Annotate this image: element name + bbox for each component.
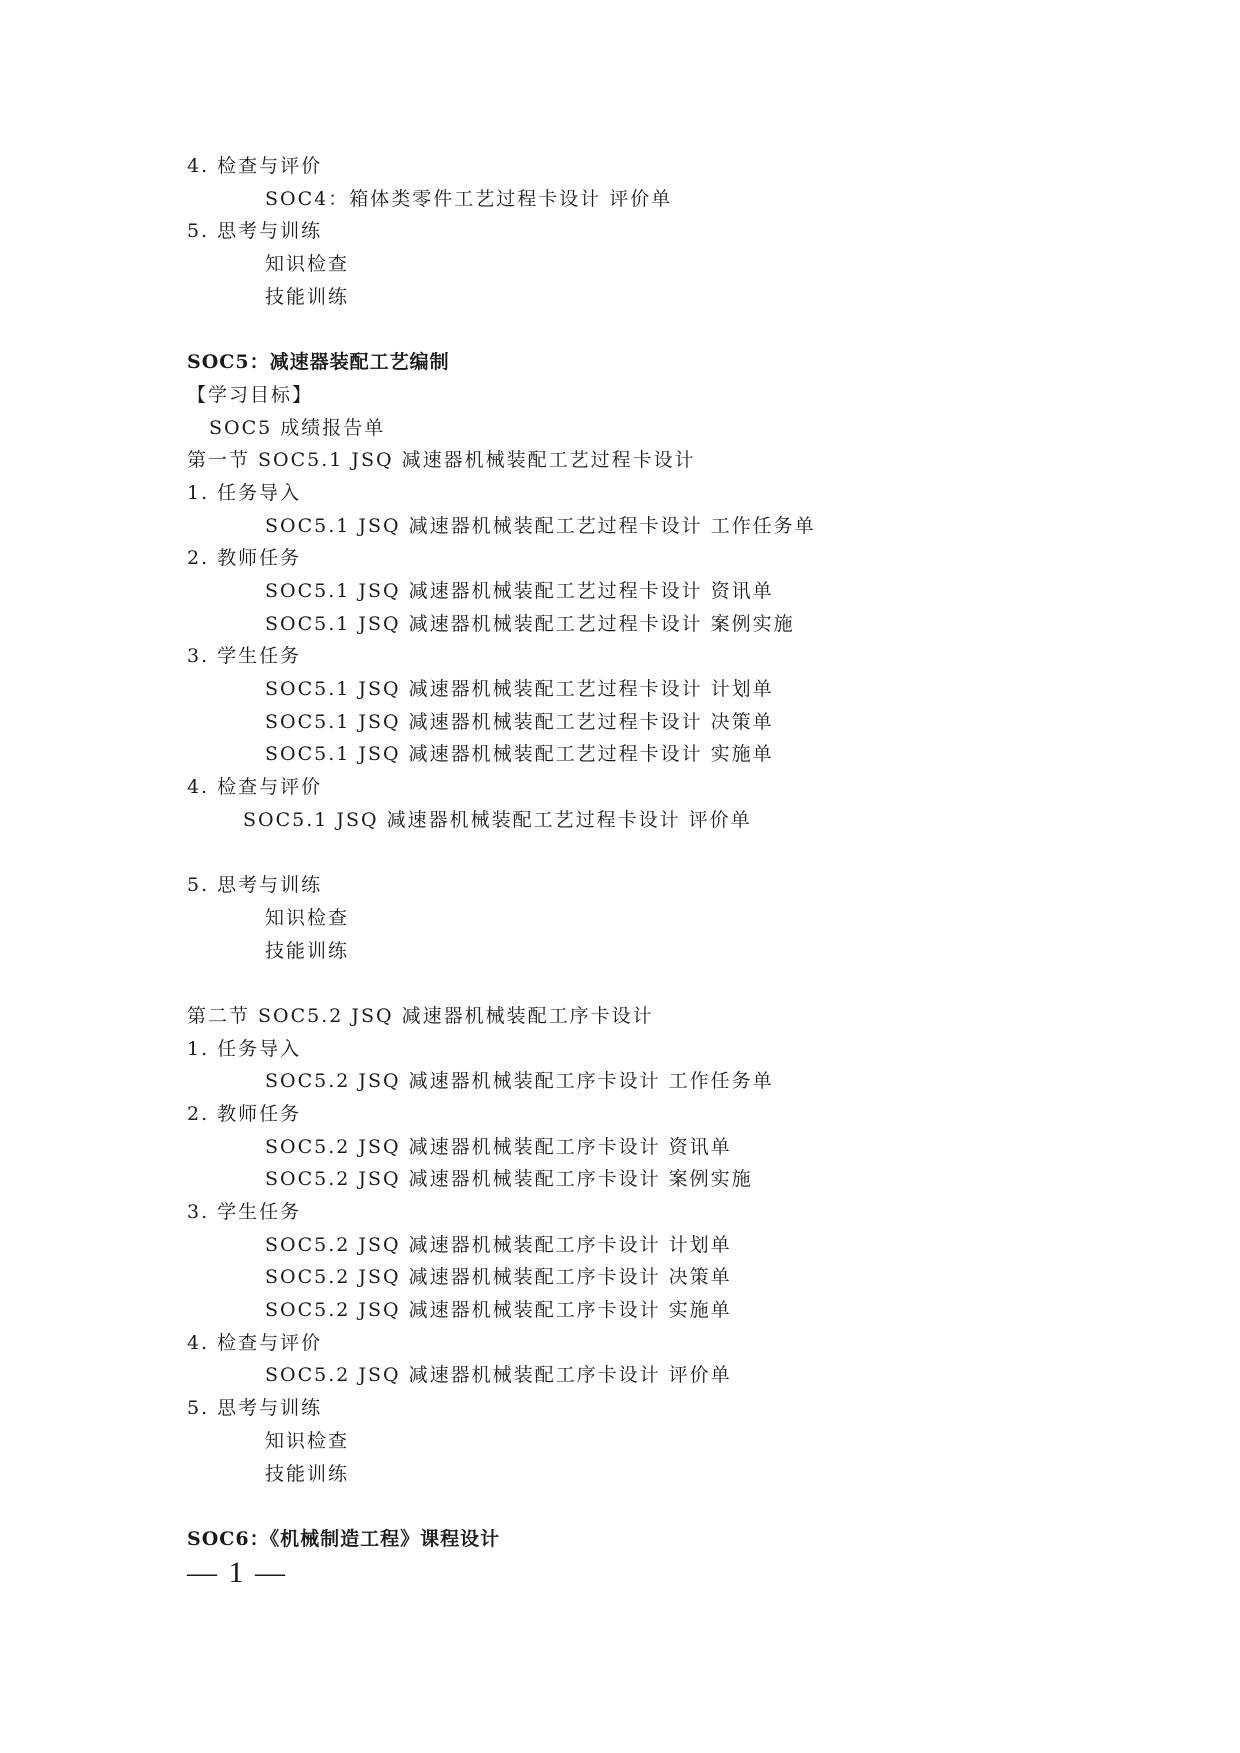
sub-list-item: SOC5.2 JSQ 减速器机械装配工序卡设计 实施单 [265,1299,732,1322]
list-item: 第二节 SOC5.2 JSQ 减速器机械装配工序卡设计 [187,1004,654,1027]
list-item: 5. 思考与训练 [187,220,323,243]
sub-list-item: 技能训练 [265,285,350,308]
page-number: — 1 — [187,1556,287,1589]
list-item: 1. 任务导入 [187,1037,302,1060]
sub-list-item: SOC5.2 JSQ 减速器机械装配工序卡设计 计划单 [265,1233,732,1256]
list-item: 【学习目标】 [187,383,314,406]
sub-list-item: SOC5.2 JSQ 减速器机械装配工序卡设计 工作任务单 [265,1070,774,1093]
list-item: 3. 学生任务 [187,1201,302,1223]
sub-list-item: SOC5.1 JSQ 减速器机械装配工艺过程卡设计 实施单 [265,743,774,766]
sub-list-item: SOC5.1 JSQ 减速器机械装配工艺过程卡设计 评价单 [243,808,752,831]
list-item: 2. 教师任务 [187,1102,302,1125]
sub-list-item: SOC5.1 JSQ 减速器机械装配工艺过程卡设计 案例实施 [265,612,795,635]
section-heading: SOC6：《机械制造工程》课程设计 [187,1527,501,1550]
sub-list-item: SOC5.2 JSQ 减速器机械装配工序卡设计 案例实施 [265,1168,753,1191]
list-item: 1. 任务导入 [187,481,302,504]
sub-list-item: SOC4：箱体类零件工艺过程卡设计 评价单 [265,187,673,210]
section-heading: SOC5：减速器装配工艺编制 [187,351,450,374]
list-item: 4. 检查与评价 [187,1331,323,1354]
sub-list-item: SOC5.2 JSQ 减速器机械装配工序卡设计 评价单 [265,1364,732,1387]
blank-line [187,1490,1147,1523]
sub-list-item: SOC5.1 JSQ 减速器机械装配工艺过程卡设计 工作任务单 [265,514,816,537]
list-item: SOC5 成绩报告单 [209,416,386,439]
blank-line [187,313,1147,346]
list-item: 3. 学生任务 [187,645,302,668]
sub-list-item: 技能训练 [265,939,350,962]
sub-list-item: 知识检查 [265,1429,350,1452]
sub-list-item: SOC5.2 JSQ 减速器机械装配工序卡设计 资讯单 [265,1135,732,1158]
list-item: 第一节 SOC5.1 JSQ 减速器机械装配工艺过程卡设计 [187,449,696,472]
list-item: 4. 检查与评价 [187,776,323,799]
list-item: 5. 思考与训练 [187,874,323,897]
sub-list-item: SOC5.1 JSQ 减速器机械装配工艺过程卡设计 资讯单 [265,579,774,602]
list-item: 2. 教师任务 [187,547,302,570]
sub-list-item: 技能训练 [265,1462,350,1485]
blank-line [187,836,1147,869]
sub-list-item: SOC5.2 JSQ 减速器机械装配工序卡设计 决策单 [265,1266,732,1289]
list-item: 5. 思考与训练 [187,1397,323,1420]
sub-list-item: SOC5.1 JSQ 减速器机械装配工艺过程卡设计 计划单 [265,678,774,700]
sub-list-item: 知识检查 [265,906,350,929]
document-body [187,150,1147,1556]
sub-list-item: 知识检查 [265,253,350,276]
blank-line [187,967,1147,1000]
list-item: 4. 检查与评价 [187,155,323,177]
sub-list-item: SOC5.1 JSQ 减速器机械装配工艺过程卡设计 决策单 [265,710,774,733]
